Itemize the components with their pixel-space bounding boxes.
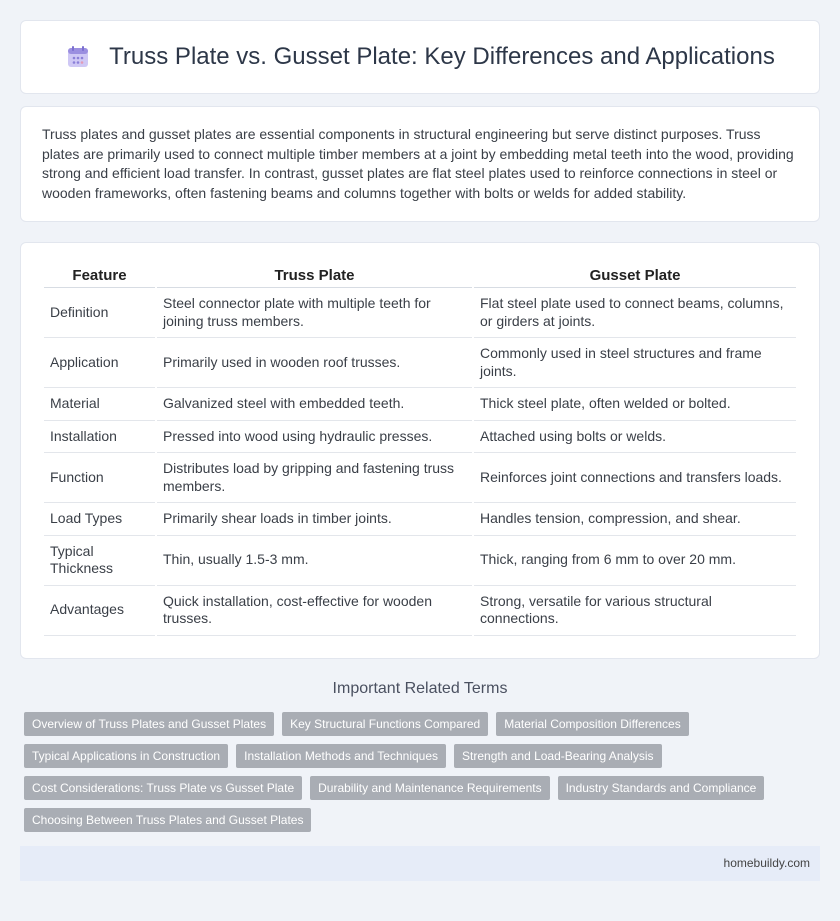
feature-cell: Application xyxy=(44,338,155,388)
truss-plate-cell: Primarily shear loads in timber joints. xyxy=(157,503,472,536)
page-header xyxy=(20,20,820,94)
column-header-gusset-plate: Gusset Plate xyxy=(474,263,796,288)
related-term-tag[interactable]: Overview of Truss Plates and Gusset Plates xyxy=(24,712,274,736)
column-header-truss-plate: Truss Plate xyxy=(157,263,472,288)
comparison-section xyxy=(20,242,820,659)
related-term-tag[interactable]: Key Structural Functions Compared xyxy=(282,712,488,736)
comparison-table xyxy=(42,263,798,636)
gusset-plate-cell: Reinforces joint connections and transfers loads. xyxy=(474,453,796,503)
table-row xyxy=(44,586,796,636)
related-term-tag[interactable]: Material Composition Differences xyxy=(496,712,689,736)
column-header-feature: Feature xyxy=(44,263,155,288)
feature-cell: Definition xyxy=(44,288,155,338)
table-row xyxy=(44,338,796,388)
footer xyxy=(20,846,820,881)
calendar-icon xyxy=(65,44,91,70)
related-term-tag[interactable]: Strength and Load-Bearing Analysis xyxy=(454,744,661,768)
page-title: Truss Plate vs. Gusset Plate: Key Differences and Applications xyxy=(109,43,775,70)
feature-cell: Typical Thickness xyxy=(44,536,155,586)
truss-plate-cell: Steel connector plate with multiple teeth for joining truss members. xyxy=(157,288,472,338)
gusset-plate-cell: Flat steel plate used to connect beams, columns, or girders at joints. xyxy=(474,288,796,338)
related-term-tag[interactable]: Installation Methods and Techniques xyxy=(236,744,446,768)
feature-cell: Load Types xyxy=(44,503,155,536)
feature-cell: Function xyxy=(44,453,155,503)
related-term-tag[interactable]: Cost Considerations: Truss Plate vs Gusset Plate xyxy=(24,776,302,800)
feature-cell: Material xyxy=(44,388,155,421)
gusset-plate-cell: Thick, ranging from 6 mm to over 20 mm. xyxy=(474,536,796,586)
table-row xyxy=(44,503,796,536)
table-header-row xyxy=(44,263,796,288)
truss-plate-cell: Distributes load by gripping and fastening truss members. xyxy=(157,453,472,503)
related-terms-title: Important Related Terms xyxy=(332,679,508,697)
related-terms-list xyxy=(0,712,840,832)
gusset-plate-cell: Commonly used in steel structures and frame joints. xyxy=(474,338,796,388)
truss-plate-cell: Primarily used in wooden roof trusses. xyxy=(157,338,472,388)
intro-section xyxy=(20,106,820,222)
table-row xyxy=(44,288,796,338)
table-row xyxy=(44,536,796,586)
gusset-plate-cell: Attached using bolts or welds. xyxy=(474,421,796,454)
related-term-tag[interactable]: Industry Standards and Compliance xyxy=(558,776,765,800)
truss-plate-cell: Quick installation, cost-effective for wooden trusses. xyxy=(157,586,472,636)
gusset-plate-cell: Strong, versatile for various structural connections. xyxy=(474,586,796,636)
related-term-tag[interactable]: Durability and Maintenance Requirements xyxy=(310,776,549,800)
related-term-tag[interactable]: Typical Applications in Construction xyxy=(24,744,228,768)
truss-plate-cell: Pressed into wood using hydraulic presses. xyxy=(157,421,472,454)
gusset-plate-cell: Handles tension, compression, and shear. xyxy=(474,503,796,536)
related-term-tag[interactable]: Choosing Between Truss Plates and Gusset Plates xyxy=(24,808,311,832)
table-row xyxy=(44,421,796,454)
feature-cell: Advantages xyxy=(44,586,155,636)
gusset-plate-cell: Thick steel plate, often welded or bolted. xyxy=(474,388,796,421)
intro-text: Truss plates and gusset plates are essential components in structural engineering but serve distinct purposes. Truss plates are primarily used to connect multiple timber members at a joint by embedding metal teeth into the wood, providing strong and efficient load transfer. In contrast, gusset plates are flat steel plates used to reinforce connections in steel or wooden frameworks, often fastening beams and columns together with bolts or welds for added stability. xyxy=(42,126,794,201)
truss-plate-cell: Galvanized steel with embedded teeth. xyxy=(157,388,472,421)
footer-site-link[interactable]: homebuildy.com xyxy=(723,856,810,870)
truss-plate-cell: Thin, usually 1.5-3 mm. xyxy=(157,536,472,586)
table-row xyxy=(44,388,796,421)
table-row xyxy=(44,453,796,503)
feature-cell: Installation xyxy=(44,421,155,454)
